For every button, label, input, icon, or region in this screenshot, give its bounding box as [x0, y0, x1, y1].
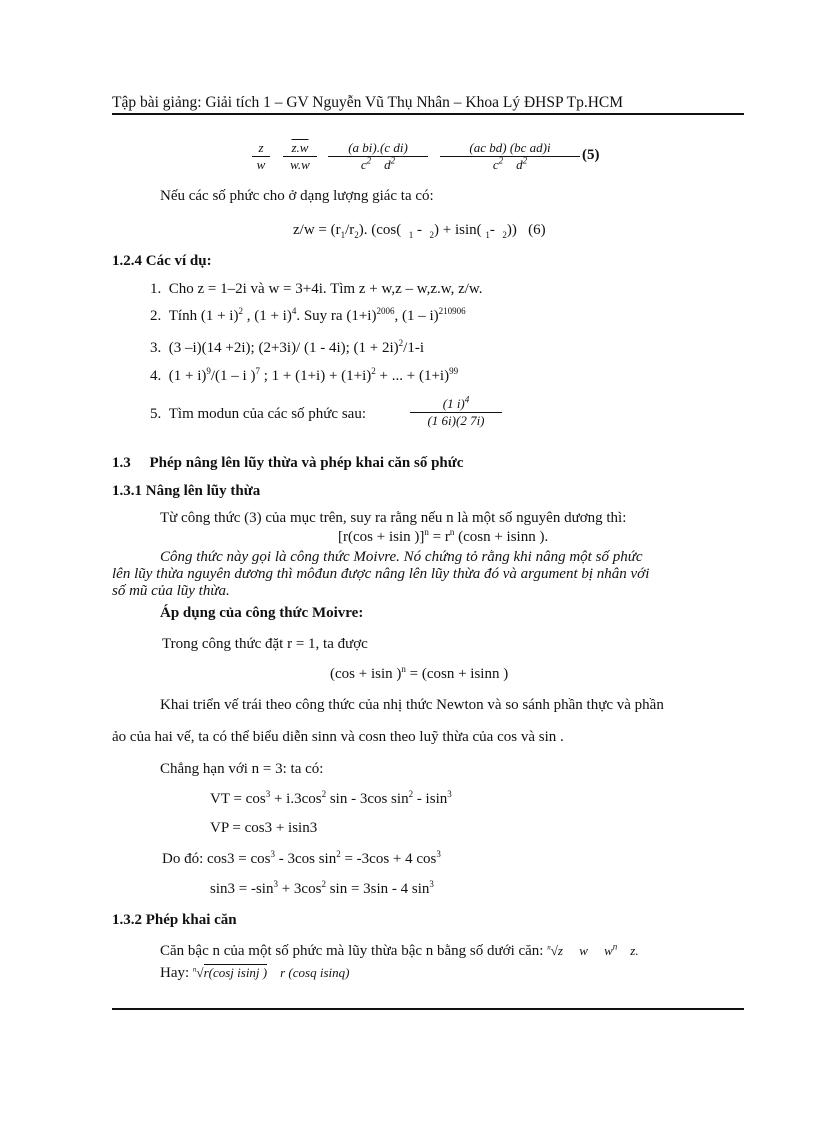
example-2: 2. Tính $(1 + i)^2$ , $(1 + i)^4$. Suy ra $(1+i)^{2006}$, (1 – i)$^{210906}$ [150, 306, 466, 324]
section-1-2-4-heading: 1.2.4 Các ví dụ: [112, 253, 212, 269]
section-1-3-heading: 1.3 Phép nâng lên lũy thừa và phép khai căn số phức [112, 455, 464, 471]
equation-moivre: [r(cos + isin )]$^n = r^n$ (cosn + isinn ). [338, 527, 549, 545]
italic-paragraph-line-3: số mũ của lũy thừa. [112, 583, 230, 599]
italic-paragraph-line-2: lên lũy thừa nguyên dương thì môđun được nâng lên lũy thừa đó và argument bị nhân với [112, 566, 650, 582]
paragraph-from-formula-3: Từ công thức (3) của mục trên, suy ra rằng nếu n là một số nguyên dương thì: [160, 510, 627, 526]
fraction-step3: (a bi).(c di) $c^2$ $d^2$ [328, 140, 428, 173]
fraction-step4: (ac bd) (bc ad)i $c^2$ $d^2$ [440, 140, 580, 173]
fraction-zwbar: z.w w.w [283, 140, 317, 173]
example-3: 3. (3 –i)(14 +2i); (2+3i)/ (1 - 4i); $(1 + 2i)^2/1-i$ [150, 338, 425, 356]
paragraph-hay: Hay: $^n$√r(cosj isinj ) r (cosq isinq) [160, 965, 350, 981]
apply-moivre-heading: Áp dụng của công thức Moivre: [160, 605, 364, 621]
example-4: 4. $(1 + i)^9/(1 - i$ )$^7$ ; $1 + (1+i) + (1+i)^2$ + ... + $(1+i)^{99}$ [150, 366, 459, 384]
paragraph-expand-line-1: Khai triển vế trái theo công thức của nhị thức Newton và so sánh phần thực và phần [160, 697, 664, 713]
example-5: 5. Tìm modun của các số phức sau: [150, 406, 366, 422]
section-1-3-1-heading: 1.3.1 Nâng lên lũy thừa [112, 483, 261, 499]
header-rule [112, 113, 744, 115]
paragraph-expand-line-2: ảo của hai vế, ta có thể biểu diễn sinn và cosn theo luỹ thừa của cos và sin . [112, 729, 564, 745]
equation-vp: VP = cos3 + isin3 [210, 820, 318, 836]
fraction-z-over-w: z w [252, 140, 270, 173]
paragraph-set-r-1: Trong công thức đặt r = 1, ta được [162, 636, 368, 652]
equation-label-5: (5) [582, 147, 600, 163]
equation-cos3: Do đó: $\cos 3 = \cos^3 - 3\cos$ $\sin^2 = -3\cos + 4$ $\cos^3$ [162, 849, 441, 867]
italic-paragraph-line-1: Công thức này gọi là công thức Moivre. Nó chứng tỏ rằng khi nâng một số phức [160, 549, 643, 565]
paragraph-nth-root: Căn bậc n của một số phức mà lũy thừa bậc n bằng số dưới căn: $^n$√z w $w^n$ z. [160, 941, 639, 959]
footer-rule [112, 1008, 744, 1010]
fraction-modulus: (1 i)$^4$ (1 6i)(2 7i) [410, 396, 502, 429]
equation-6: $z/w = (r_1/r_2)$. (cos( $_1$ - $_2$) + isin( $_1$- $_2$)) (6) [293, 222, 546, 240]
page-header: Tập bài giảng: Giải tích 1 – GV Nguyễn Vũ Thụ Nhân – Khoa Lý ĐHSP Tp.HCM [112, 94, 624, 111]
section-1-3-2-heading: 1.3.2 Phép khai căn [112, 912, 237, 928]
equation-r1: (cos + isin )$^n$ = (cosn + isinn ) [330, 664, 509, 682]
paragraph-n-3: Chẳng hạn với n = 3: ta có: [160, 761, 324, 777]
equation-vt: VT = $\cos^3 + i.3\cos^2$ sin - 3cos $\sin^2 - isin^3$ [210, 789, 452, 807]
equation-sin3: $\sin 3 = -\sin^3 + 3\cos^2$ sin = 3sin - 4 $\sin^3$ [210, 879, 434, 897]
paragraph-trig-form: Nếu các số phức cho ở dạng lượng giác ta có: [160, 188, 434, 204]
example-1: 1. Cho z = 1–2i và w = 3+4i. Tìm z + w,z – w,z.w, z/w. [150, 281, 483, 297]
